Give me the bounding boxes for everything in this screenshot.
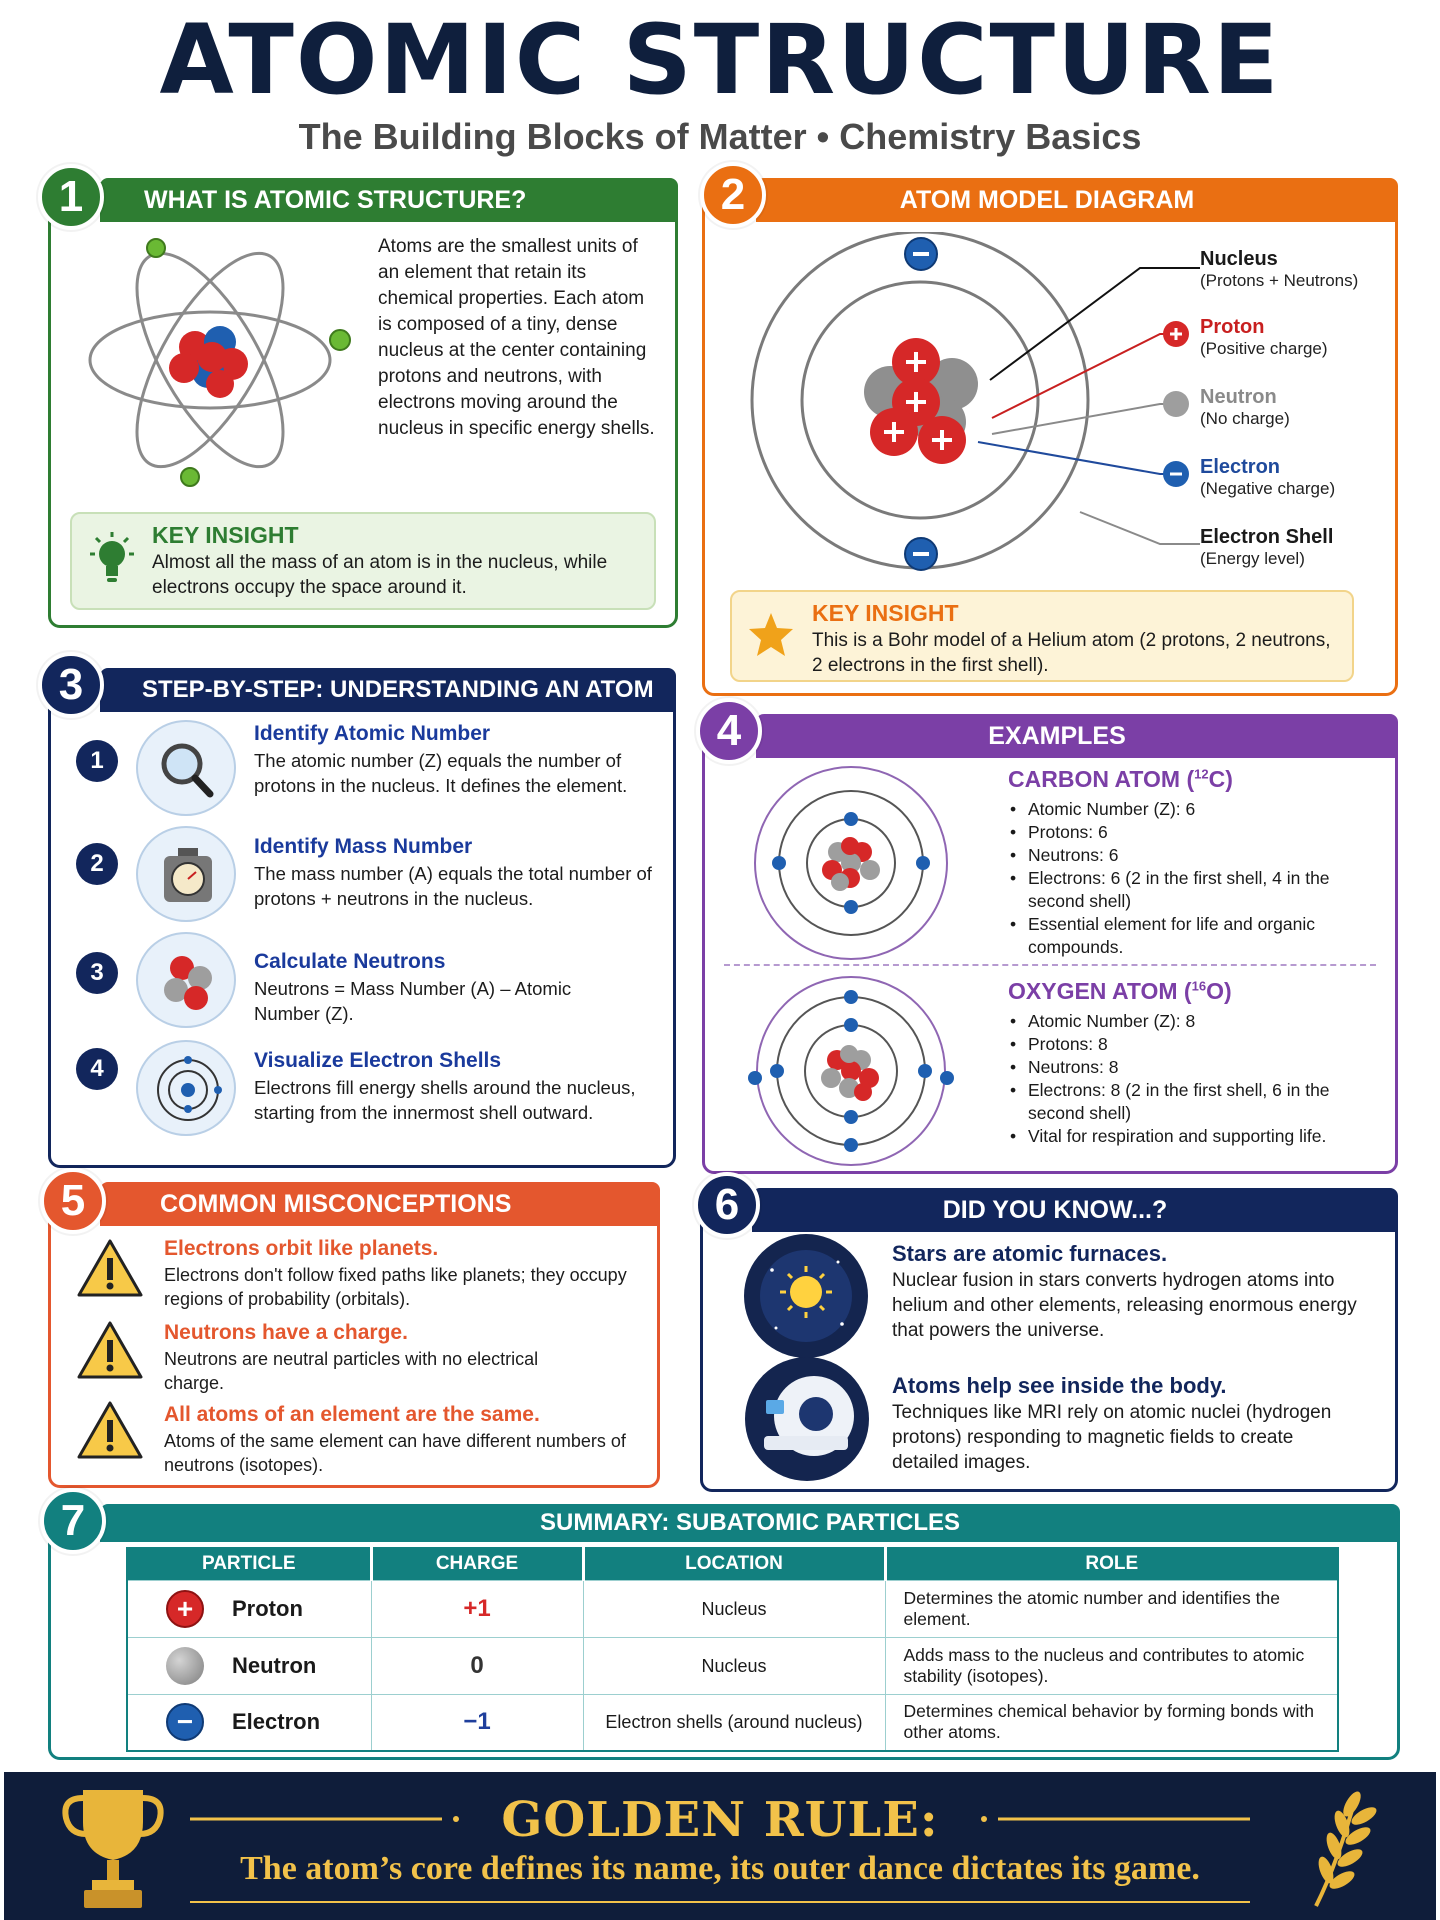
- step-1-title: Identify Atomic Number: [254, 722, 491, 745]
- charge-cell: +1: [371, 1580, 583, 1637]
- key-insight-1: [70, 512, 656, 610]
- list-item: • Electrons: 8 (2 in the first shell, 6 in the second shell): [1008, 1079, 1348, 1125]
- section-1-badge: 1: [38, 164, 104, 230]
- legend-neutron: Neutron (No charge): [1200, 386, 1290, 428]
- section-2-title: ATOM MODEL DIAGRAM: [899, 185, 1195, 214]
- table-row: [127, 1694, 1338, 1751]
- location-cell: Nucleus: [583, 1637, 885, 1694]
- legend-electron: Electron (Negative charge): [1200, 456, 1336, 498]
- laurel-icon: [1286, 1782, 1386, 1914]
- carbon-atom-diagram: [750, 762, 952, 964]
- scale-icon: [138, 828, 238, 924]
- misconception-1-title: Electrons orbit like planets.: [164, 1237, 439, 1260]
- section-1-header: [100, 178, 678, 222]
- step-4-number: 4: [76, 1048, 118, 1090]
- particle-cell: + Proton: [127, 1580, 371, 1637]
- golden-rule-underline: [180, 1898, 1260, 1906]
- lightbulb-icon: [86, 530, 138, 590]
- carbon-facts: [1008, 798, 1348, 959]
- step-2-number: 2: [76, 843, 118, 885]
- location-cell: Nucleus: [583, 1580, 885, 1637]
- step-2-text: The mass number (A) equals the total number of protons + neutrons in the nucleus.: [254, 863, 652, 909]
- particle-cell: Neutron: [127, 1637, 371, 1694]
- molecule-icon: [138, 934, 238, 1030]
- warning-icon: [76, 1400, 144, 1460]
- section-5-title: COMMON MISCONCEPTIONS: [160, 1189, 512, 1218]
- examples-divider: [724, 964, 1376, 966]
- location-cell: Electron shells (around nucleus): [583, 1694, 885, 1751]
- role-cell: Determines the atomic number and identifies the element.: [885, 1580, 1338, 1637]
- carbon-title: CARBON ATOM ($^{12}$C): [1008, 766, 1233, 792]
- role-cell: Adds mass to the nucleus and contributes to atomic stability (isotopes).: [885, 1637, 1338, 1694]
- proton-icon: +: [166, 1590, 204, 1628]
- step-4-text: Electrons fill energy shells around the nucleus, starting from the innermost shell outward.: [254, 1077, 636, 1123]
- key-insight-2: [730, 590, 1354, 682]
- section-6-badge: 6: [694, 1172, 760, 1238]
- role-cell: Determines chemical behavior by forming bonds with other atoms.: [885, 1694, 1338, 1751]
- misconception-1-text: Electrons don't follow fixed paths like planets; they occupy regions of probability (orbitals).: [164, 1265, 627, 1309]
- step-3-text: Neutrons = Mass Number (A) – Atomic Number (Z).: [254, 978, 572, 1024]
- list-item: • Protons: 6: [1008, 821, 1348, 844]
- step-3-number: 3: [76, 952, 118, 994]
- step-1-number: 1: [76, 740, 118, 782]
- legend-nucleus: Nucleus (Protons + Neutrons): [1200, 248, 1359, 290]
- table-row: [127, 1637, 1338, 1694]
- legend-shell: Electron Shell (Energy level): [1200, 526, 1334, 568]
- charge-cell: −1: [371, 1694, 583, 1751]
- key-insight-1-text: Almost all the mass of an atom is in the nucleus, while electrons occupy the space around it.: [152, 552, 608, 598]
- fact-2-text: Techniques like MRI rely on atomic nuclei (hydrogen protons) responding to magnetic fields to create detailed images.: [892, 1402, 1332, 1473]
- oxygen-title: OXYGEN ATOM ($^{16}$O): [1008, 978, 1232, 1004]
- section-7-title: SUMMARY: SUBATOMIC PARTICLES: [540, 1509, 960, 1536]
- list-item: • Protons: 8: [1008, 1033, 1348, 1056]
- section-6-header: [752, 1188, 1398, 1232]
- step-2-icon-bg: [136, 826, 236, 922]
- section-4-header: [756, 714, 1398, 758]
- list-item: • Neutrons: 6: [1008, 844, 1348, 867]
- misconception-2-title: Neutrons have a charge.: [164, 1321, 408, 1344]
- section-1-body: Atoms are the smallest units of an element that retain its chemical properties. Each atom is composed of a tiny, dense nucleus at the center containing protons and neutrons, with electrons moving around the nucleus in specific energy shells.: [378, 236, 655, 439]
- column-header: PARTICLE: [127, 1548, 371, 1580]
- step-3-title: Calculate Neutrons: [254, 950, 446, 973]
- star-icon: [746, 610, 796, 660]
- misconception-2-text: Neutrons are neutral particles with no electrical charge.: [164, 1349, 539, 1393]
- section-5-header: [100, 1182, 660, 1226]
- warning-icon: [76, 1238, 144, 1298]
- list-item: • Neutrons: 8: [1008, 1056, 1348, 1079]
- magnifier-icon: [138, 722, 238, 818]
- section-2-badge: 2: [700, 162, 766, 228]
- mri-icon: [742, 1356, 872, 1482]
- section-4-badge: 4: [696, 698, 762, 764]
- page-subtitle: The Building Blocks of Matter • Chemistry Basics: [298, 116, 1142, 157]
- table-row: [127, 1580, 1338, 1637]
- section-5-badge: 5: [40, 1168, 106, 1234]
- neutron-icon: [166, 1647, 204, 1685]
- step-1-icon-bg: [136, 720, 236, 816]
- step-4-title: Visualize Electron Shells: [254, 1049, 502, 1072]
- section-3-header: [100, 668, 676, 712]
- list-item: • Atomic Number (Z): 8: [1008, 1010, 1348, 1033]
- key-insight-2-title: KEY INSIGHT: [812, 600, 959, 626]
- atom-icon: [70, 232, 360, 492]
- step-4-icon-bg: [136, 1040, 236, 1136]
- column-header: LOCATION: [583, 1548, 885, 1580]
- fact-2-title: Atoms help see inside the body.: [892, 1373, 1227, 1398]
- section-2-header: [756, 178, 1398, 222]
- column-header: CHARGE: [371, 1548, 583, 1580]
- step-3-icon-bg: [136, 932, 236, 1028]
- golden-rule-text: The atom’s core defines its name, its outer dance dictates its game.: [240, 1850, 1200, 1887]
- golden-rule-title: GOLDEN RULE:: [501, 1792, 939, 1848]
- misconception-3-text: Atoms of the same element can have different numbers of neutrons (isotopes).: [164, 1431, 626, 1475]
- oxygen-facts: [1008, 1010, 1348, 1148]
- key-insight-2-text: This is a Bohr model of a Helium atom (2 protons, 2 neutrons, 2 electrons in the first shell).: [812, 630, 1331, 676]
- step-2-title: Identify Mass Number: [254, 835, 473, 858]
- section-3-badge: 3: [38, 652, 104, 718]
- section-6-title: DID YOU KNOW...?: [942, 1195, 1168, 1224]
- list-item: • Essential element for life and organic compounds.: [1008, 913, 1348, 959]
- column-header: ROLE: [885, 1548, 1338, 1580]
- particle-cell: − Electron: [127, 1694, 371, 1751]
- section-7-badge: 7: [40, 1488, 106, 1554]
- list-item: • Vital for respiration and supporting life.: [1008, 1125, 1348, 1148]
- page-title: ATOMIC STRUCTURE: [159, 4, 1281, 116]
- sun-icon: [742, 1232, 870, 1360]
- warning-icon: [76, 1320, 144, 1380]
- section-7-header: [100, 1504, 1400, 1542]
- section-3-title: STEP-BY-STEP: UNDERSTANDING AN ATOM: [142, 676, 654, 703]
- fact-1-title: Stars are atomic furnaces.: [892, 1241, 1168, 1266]
- charge-cell: 0: [371, 1637, 583, 1694]
- section-1-title: WHAT IS ATOMIC STRUCTURE?: [144, 185, 527, 214]
- fact-1-text: Nuclear fusion in stars converts hydrogen atoms into helium and other elements, releasing enormous energy that powers the universe.: [892, 1270, 1357, 1341]
- oxygen-atom-diagram: [745, 972, 957, 1170]
- step-1-text: The atomic number (Z) equals the number of protons in the nucleus. It defines the element.: [254, 750, 628, 796]
- electron-icon: −: [166, 1703, 204, 1741]
- list-item: • Electrons: 6 (2 in the first shell, 4 in the second shell): [1008, 867, 1348, 913]
- shells-icon: [138, 1042, 238, 1138]
- table-header-row: [127, 1548, 1338, 1580]
- subatomic-table: [126, 1547, 1339, 1752]
- misconception-3-title: All atoms of an element are the same.: [164, 1403, 540, 1426]
- list-item: • Atomic Number (Z): 6: [1008, 798, 1348, 821]
- legend-proton: Proton (Positive charge): [1200, 316, 1328, 358]
- key-insight-1-title: KEY INSIGHT: [152, 522, 299, 548]
- section-4-title: EXAMPLES: [988, 721, 1126, 750]
